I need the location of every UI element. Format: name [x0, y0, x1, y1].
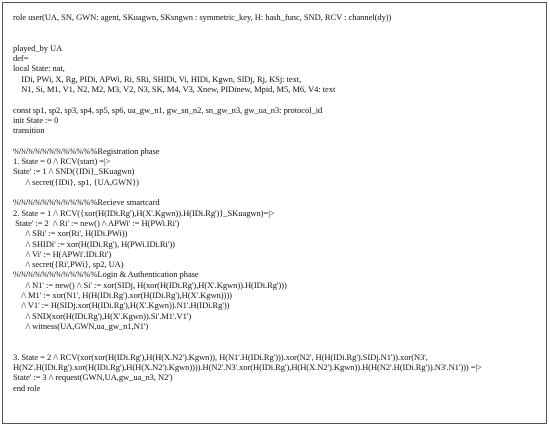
- code-frame: [2, 2, 547, 424]
- code-line: State' := 1 /\ SND({IDi}_SKuagwn): [13, 166, 135, 177]
- code-line: end role: [13, 382, 41, 393]
- code-line: N1, Si, M1, V1, N2, M2, M3, V2, N3, SK, M4, V3, Xnew, PIDinew, Mpid, M5, M6, V4: text: [13, 84, 336, 95]
- code-line: const sp1, sp2, sp3, sp4, sp5, sp6, ua_gw_n1, gw_sn_n2, sn_gw_n3, gw_ua_n3: protocol_id: [13, 104, 323, 115]
- code-line: 2. State = 1 /\ RCV({xor(H(IDi.Rg'),H(X'.Kgwn)).H(IDi.Rg')}_SKuagwn)=|>: [13, 207, 275, 218]
- hlpsl-code-block: [13, 12, 538, 393]
- code-line: State' := 3 /\ request(GWN,UA,gw_ua_n3, N2'): [13, 372, 173, 383]
- code-line: State' := 2 /\ Ri' := new() /\ APWi' := H(PWi.Ri'): [13, 217, 180, 228]
- code-line: [13, 136, 538, 146]
- code-line: [13, 33, 538, 43]
- code-line: /\ SHIDi' := xor(H(IDi.Rg'), H(PWi.IDi.Ri')): [13, 238, 175, 249]
- code-line: %%%%%%%%%%%%Registration phase: [13, 145, 160, 156]
- code-line: [13, 94, 538, 104]
- code-line: [13, 22, 538, 32]
- code-line: transition: [13, 125, 45, 136]
- code-line: /\ SRi' := xor(Ri', H(IDi.PWi)): [13, 228, 128, 239]
- code-line: init State := 0: [13, 114, 59, 125]
- code-line: /\ V1' := H(SIDj.xor(H(IDi.Rg'),H(X'.Kgwn)).N1'.H(IDi.Rg')): [13, 300, 230, 311]
- code-line: IDi, PWi, X, Rg, PIDi, APWi, Ri, SRi, SHIDi, Vi, HIDi, Kgwn, SIDj, Rj, KSj: text,: [13, 73, 302, 84]
- code-line: %%%%%%%%%%%%Login & Authentication phase: [13, 269, 199, 280]
- code-line: role user(UA, SN, GWN: agent, SKuagwn, SKsngwn : symmetric_key, H: hash_func, SND, RCV : channel(dy)): [13, 12, 392, 22]
- code-line: played_by UA: [13, 42, 63, 53]
- code-line: def=: [13, 53, 29, 64]
- code-line: /\ secret({IDi}, sp1, {UA,GWN}): [13, 176, 139, 187]
- code-line: /\ secret({Ri',PWi}, sp2, UA): [13, 259, 124, 270]
- code-line: /\ SND(xor(H(IDi.Rg'),H(X'.Kgwn)).Si'.M1'.V1'): [13, 310, 192, 321]
- code-line: 3. State = 2 /\ RCV(xor(xor(H(IDi.Rg'),H(H(X.N2').Kgwn)), H(N1'.H(IDi.Rg'))).xor(N2', H(H(IDi.Rg').SIDj.N1')).xor(N3',: [13, 351, 428, 362]
- code-line: /\ N1' := new() /\ Si' := xor(SIDj, H(xor(H(IDi.Rg'),H(X'.Kgwn)).H(IDi.Rg'))): [13, 279, 287, 290]
- code-line: /\ Vi' := H(APWi'.IDi.Ri'): [13, 248, 112, 259]
- code-line: /\ witness(UA,GWN,ua_gw_n1,N1'): [13, 320, 149, 331]
- code-line: [13, 342, 538, 352]
- code-line: local State: nat,: [13, 63, 65, 74]
- code-line: H(N2'.H(IDi.Rg').xor(H(IDi.Rg'),H(H(X.N2').Kgwn)))).H(N2'.N3'.xor(H(IDi.Rg'),H(H(X.N2').Kgwn)).H(H(N2'.H(IDi.Rg')).N3'.N1'))) =|>: [13, 362, 482, 373]
- code-line: 1. State = 0 /\ RCV(start) =|>: [13, 156, 111, 167]
- code-line: [13, 187, 538, 197]
- code-line: [13, 331, 538, 341]
- code-line: /\ M1' := xor(N1', H(H(IDi.Rg').xor(H(IDi.Rg'),H(X'.Kgwn)))): [13, 290, 232, 301]
- code-line: %%%%%%%%%%%%Recieve smartcard: [13, 197, 160, 208]
